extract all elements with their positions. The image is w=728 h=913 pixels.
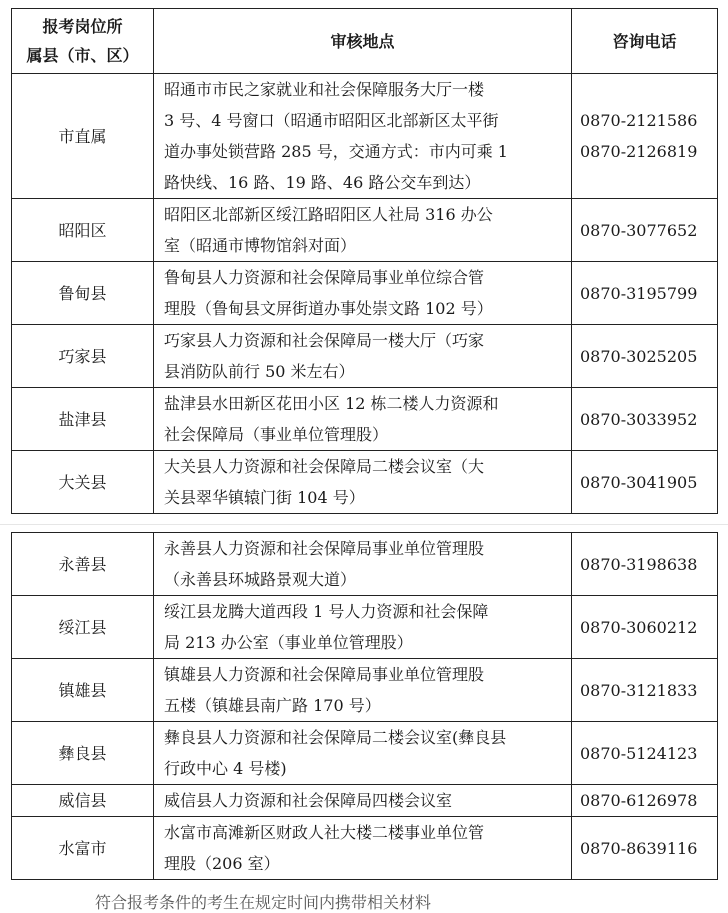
phone-cell [572, 388, 718, 451]
address-line: 行政中心 4 号楼) [164, 759, 287, 778]
address-line: 盐津县水田新区花田小区 12 栋二楼人力资源和 [164, 394, 499, 413]
address-line: 理股（206 室） [164, 854, 280, 873]
header-region-line1: 报考岗位所 [42, 17, 123, 36]
address-line: 理股（鲁甸县文屏街道办事处崇文路 102 号） [164, 299, 493, 318]
address-line: 县消防队前行 50 米左右） [164, 362, 355, 381]
phone-number: 0870-2121586 [580, 111, 698, 130]
region-cell: 巧家县 [12, 325, 154, 388]
table-row [12, 262, 718, 325]
review-location-table-part2 [11, 532, 718, 880]
table-row [12, 74, 718, 199]
table-row [12, 533, 718, 596]
region-cell: 昭阳区 [12, 199, 154, 262]
header-address: 审核地点 [154, 9, 572, 74]
region-cell: 镇雄县 [12, 659, 154, 722]
phone-number: 0870-3198638 [580, 554, 698, 574]
table-row [12, 325, 718, 388]
table-body-part2 [12, 533, 718, 880]
review-location-table-part1 [11, 8, 718, 514]
phone-number: 0870-8639116 [580, 838, 698, 858]
address-line: 路快线、16 路、19 路、46 路公交车到达） [164, 173, 481, 192]
region-cell: 市直属 [12, 74, 154, 199]
address-line: 道办事处锁营路 285 号，交通方式：市内可乘 1 [164, 142, 508, 161]
address-line: 3 号、4 号窗口（昭通市昭阳区北部新区太平街 [164, 111, 499, 130]
address-line: 绥江县龙腾大道西段 1 号人力资源和社会保障 [164, 602, 489, 621]
address-line: 威信县人力资源和社会保障局四楼会议室 [164, 791, 453, 810]
address-line: 水富市高滩新区财政人社大楼二楼事业单位管 [164, 823, 485, 842]
address-cell [154, 533, 572, 596]
address-line: 局 213 办公室（事业单位管理股） [164, 633, 413, 652]
address-cell [154, 722, 572, 785]
table-header-row [12, 9, 718, 74]
region-cell: 永善县 [12, 533, 154, 596]
address-line: 巧家县人力资源和社会保障局一楼大厅（巧家 [164, 331, 485, 350]
phone-number: 0870-6126978 [580, 791, 698, 810]
address-cell [154, 199, 572, 262]
phone-cell [572, 451, 718, 514]
phone-cell [572, 74, 718, 199]
address-cell [154, 262, 572, 325]
address-cell [154, 325, 572, 388]
header-region-line2: 属县（市、区） [26, 46, 139, 65]
phone-number: 0870-3060212 [580, 617, 698, 637]
address-line: 永善县人力资源和社会保障局事业单位管理股 [164, 539, 485, 558]
region-cell: 大关县 [12, 451, 154, 514]
phone-number: 0870-5124123 [580, 743, 698, 763]
address-line: 五楼（镇雄县南广路 170 号） [164, 696, 381, 715]
table-row [12, 659, 718, 722]
header-region [12, 9, 154, 74]
phone-cell [572, 817, 718, 880]
phone-number: 0870-3025205 [580, 346, 698, 366]
phone-number: 0870-3121833 [580, 680, 698, 700]
region-cell: 水富市 [12, 817, 154, 880]
page-break-line [0, 524, 728, 525]
phone-cell [572, 199, 718, 262]
phone-cell [572, 722, 718, 785]
region-cell: 绥江县 [12, 596, 154, 659]
address-cell [154, 785, 572, 817]
address-line: 社会保障局（事业单位管理股） [164, 425, 389, 444]
table-row [12, 596, 718, 659]
table-row [12, 199, 718, 262]
address-cell [154, 74, 572, 199]
address-cell [154, 451, 572, 514]
phone-cell [572, 533, 718, 596]
region-cell: 盐津县 [12, 388, 154, 451]
table-row [12, 388, 718, 451]
address-line: （永善县环城路景观大道） [164, 570, 357, 589]
address-cell [154, 596, 572, 659]
address-line: 昭阳区北部新区绥江路昭阳区人社局 316 办公 [164, 205, 493, 224]
phone-cell [572, 262, 718, 325]
phone-number: 0870-3041905 [580, 472, 698, 492]
address-line: 关县翠华镇辕门街 104 号） [164, 488, 365, 507]
phone-cell [572, 596, 718, 659]
region-cell: 鲁甸县 [12, 262, 154, 325]
table-row [12, 451, 718, 514]
phone-number: 0870-3077652 [580, 220, 698, 240]
table-row [12, 817, 718, 880]
header-phone: 咨询电话 [572, 9, 718, 74]
phone-cell [572, 325, 718, 388]
region-cell: 威信县 [12, 785, 154, 817]
address-line: 彝良县人力资源和社会保障局二楼会议室(彝良县 [164, 728, 507, 747]
table-body-part1 [12, 74, 718, 514]
address-line: 大关县人力资源和社会保障局二楼会议室（大 [164, 457, 485, 476]
phone-number: 0870-3033952 [580, 409, 698, 429]
address-cell [154, 388, 572, 451]
table-row [12, 785, 718, 817]
address-line: 镇雄县人力资源和社会保障局事业单位管理股 [164, 665, 485, 684]
address-line: 昭通市市民之家就业和社会保障服务大厅一楼 [164, 80, 485, 99]
phone-cell [572, 659, 718, 722]
region-cell: 彝良县 [12, 722, 154, 785]
address-cell [154, 659, 572, 722]
phone-number: 0870-3195799 [580, 283, 698, 303]
address-line: 室（昭通市博物馆斜对面） [164, 236, 357, 255]
table-row [12, 722, 718, 785]
footer-partial-text: 符合报考条件的考生在规定时间内携带相关材料 [95, 893, 432, 912]
address-line: 鲁甸县人力资源和社会保障局事业单位综合管 [164, 268, 485, 287]
address-cell [154, 817, 572, 880]
phone-number: 0870-2126819 [580, 142, 698, 161]
phone-cell [572, 785, 718, 817]
